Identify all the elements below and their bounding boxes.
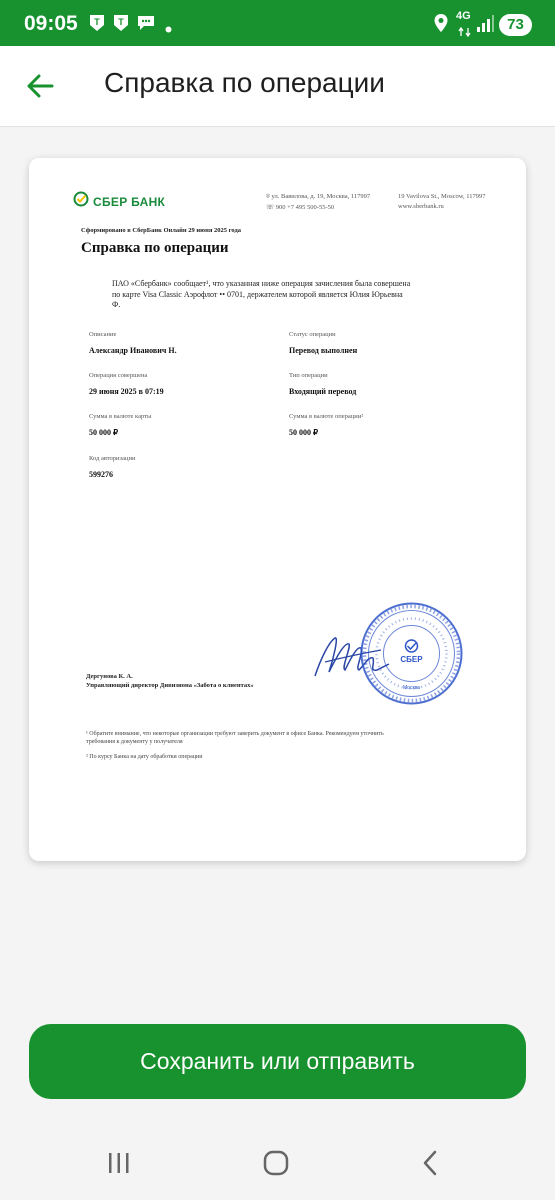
recent-apps-icon (106, 1164, 132, 1181)
app-header (0, 46, 555, 127)
status-value: Перевод выполнен (289, 346, 358, 355)
phone-text: 900 +7 495 500-55-50 (275, 204, 335, 211)
sber-logo-text: СБЕР БАНК (93, 194, 166, 209)
generated-note: Сформировано в СберБанк Онлайн 29 июня 2025 года (81, 227, 242, 234)
nav-back-button[interactable] (420, 1149, 442, 1182)
footnote-1: ¹ Обратите внимание, что некоторые организации требуют заверить документ в офисе Банка. Рекомендуем уточнить требования к документу у получателя (86, 731, 384, 745)
op-amount-value: 50 000 ₽ (289, 428, 319, 437)
signer-title: Управляющий директор Дивизиона «Забота о клиентах» (86, 682, 254, 689)
location-pin-icon: ⌾ (266, 193, 270, 200)
status-label: Статус операции (289, 331, 336, 338)
status-bar (0, 0, 555, 46)
arrow-left-icon (22, 91, 58, 108)
home-button[interactable] (262, 1149, 290, 1182)
type-label: Тип операции (289, 372, 328, 379)
type-value: Входящий перевод (289, 387, 357, 396)
system-nav-bar (0, 1130, 555, 1200)
battery-indicator: 73 (499, 14, 532, 36)
svg-text:Москва: Москва (402, 685, 421, 691)
svg-text:T: T (94, 17, 100, 27)
signal-icon (476, 15, 494, 38)
t-app-icon (88, 14, 106, 37)
recent-apps-button[interactable] (106, 1149, 132, 1182)
sber-logo-icon (73, 191, 89, 212)
save-or-send-button[interactable]: Сохранить или отправить (29, 1024, 526, 1099)
card-amount-label: Сумма в валюте карты (89, 413, 152, 420)
t-app-icon (112, 14, 130, 37)
status-time: 09:05 (24, 12, 78, 35)
back-icon (420, 1164, 442, 1181)
op-amount-label: Сумма в валюте операции² (289, 413, 364, 420)
data-arrows-icon (458, 24, 472, 42)
home-icon (262, 1164, 290, 1181)
phone (266, 203, 334, 211)
phone-icon: ☏ (266, 204, 275, 211)
address-ru-text: ул. Вавилова, д. 19, Москва, 117997 (271, 193, 371, 200)
location-icon (433, 13, 449, 38)
svg-text:СБЕР: СБЕР (400, 655, 423, 664)
description-value: Александр Иванович Н. (89, 346, 177, 355)
document-preview[interactable] (29, 158, 526, 861)
description-label: Описание (89, 331, 117, 338)
document-title: Справка по операции (81, 240, 229, 256)
dot-icon (165, 20, 172, 38)
document-intro: ПАО «Сбербанк» сообщает¹, что указанная ниже операция зачисления была совершена по карте Visa Classic Аэрофлот •• 0701, держателем которой является Юлия Юрьевна Ф. (112, 279, 411, 309)
back-button[interactable] (22, 68, 58, 104)
network-type: 4G (456, 10, 471, 22)
address-en: 19 Vavilova St., Moscow, 117997 (398, 193, 486, 200)
bank-stamp (359, 601, 464, 711)
footnote-2: ² По курсу Банка на дату обработки операции (86, 754, 203, 760)
address-ru (266, 193, 370, 201)
auth-code-value: 599276 (89, 470, 113, 479)
svg-text:T: T (118, 17, 124, 27)
card-amount-value: 50 000 ₽ (89, 428, 119, 437)
chat-icon (136, 14, 156, 37)
signer-name: Дергунова К. А. (86, 673, 133, 680)
page-title: Справка по операции (104, 67, 385, 98)
date-value: 29 июня 2025 в 07:19 (89, 387, 164, 396)
content-area[interactable] (0, 127, 555, 1102)
date-label: Операция совершена (89, 372, 148, 379)
sber-logo (73, 191, 165, 212)
website: www.sberbank.ru (398, 203, 444, 210)
auth-code-label: Код авторизации (89, 455, 136, 462)
